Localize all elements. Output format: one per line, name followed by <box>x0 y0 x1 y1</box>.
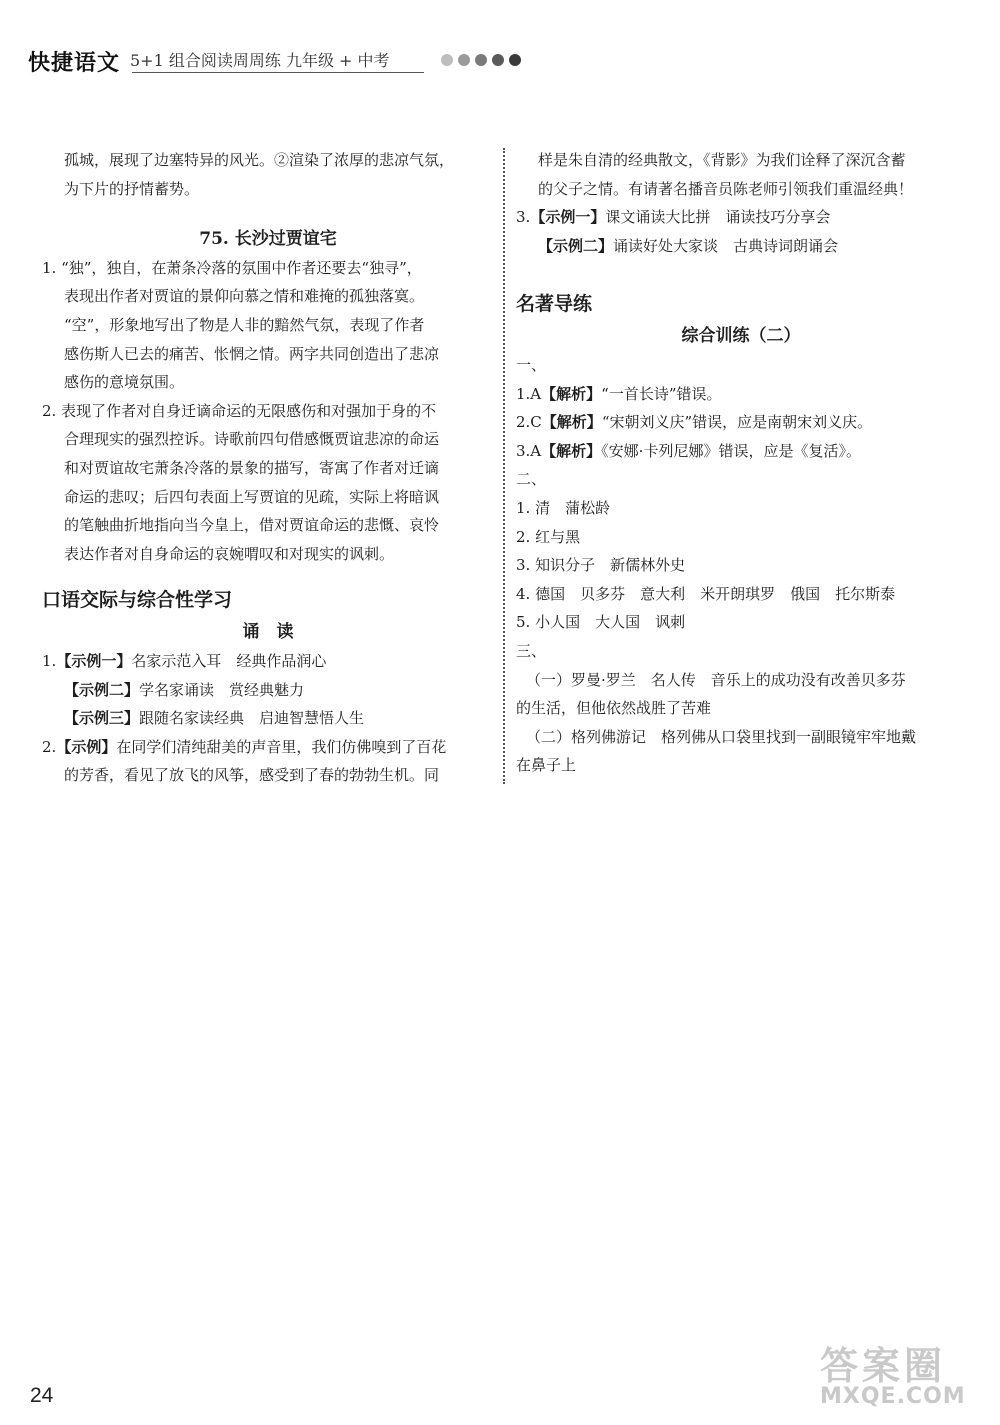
text-line: 孤城，展现了边塞特异的风光。②渲染了浓厚的悲凉气氛， <box>64 151 455 169</box>
decor-dot <box>475 54 487 66</box>
watermark-text: 答案圈 <box>820 1344 947 1388</box>
text-line: 的父子之情。有请著名播音员陈老师引领我们重温经典！ <box>538 179 914 198</box>
part-label: 三、 <box>516 641 547 660</box>
text-line: 感伤斯人已去的痛苦、怅惘之情。两字共同创造出了悲凉 <box>64 344 440 363</box>
decor-dot <box>509 54 521 66</box>
answer-line: 2.C【解析】“宋朝刘义庆”错误，应是南朝宋刘义庆。 <box>516 413 873 432</box>
answer-2 <box>42 397 494 569</box>
example-line: 【示例三】跟随名家读经典 启迪智慧悟人生 <box>64 709 365 728</box>
answer-line: 4. 德国 贝多芬 意大利 米开朗琪罗 俄国 托尔斯泰 <box>516 584 896 603</box>
answer-line: 的生活，但他依然战胜了苦难 <box>516 699 712 718</box>
text-line: 为下片的抒情蓄势。 <box>64 179 200 198</box>
example-line: 1.【示例一】名家示范入耳 经典作品润心 <box>42 651 327 670</box>
text-line: 2. 表现了作者对自身迁谪命运的无限感伤和对强加于身的不 <box>42 401 437 420</box>
answer-line: 1.A【解析】“一首长诗”错误。 <box>516 384 722 403</box>
decor-dot <box>492 54 504 66</box>
answer-line: 5. 小人国 大人国 讽刺 <box>516 613 686 632</box>
section-heading: 名著导练 <box>516 293 593 316</box>
text-line: 1. “独”，独自，在萧条冷落的氛围中作者还要去“独寻”， <box>42 258 422 277</box>
answer-line: 3. 知识分子 新儒林外史 <box>516 556 686 575</box>
part-label: 一、 <box>516 355 547 374</box>
page-number: 24 <box>30 1384 54 1407</box>
text-line: 命运的悲叹；后四句表面上写贾谊的见疏，实际上将暗讽 <box>64 487 440 506</box>
answer-line: 2. 红与黑 <box>516 527 581 546</box>
example-line: 【示例二】学名家诵读 赏经典魅力 <box>64 680 305 699</box>
text-line: 合理现实的强烈控诉。诗歌前四句借感慨贾谊悲凉的命运 <box>64 430 440 449</box>
text-line: 表达作者对自身命运的哀婉喟叹和对现实的讽刺。 <box>64 544 395 563</box>
text-line: 的芳香，看见了放飞的风筝，感受到了春的勃勃生机。同 <box>64 766 440 785</box>
subsection-heading: 综合训练（二） <box>681 326 801 347</box>
brand-title: 快捷语文 <box>28 51 121 76</box>
answer-line: （二）格列佛游记 格列佛从口袋里找到一副眼镜牢牢地戴 <box>526 727 917 746</box>
column-divider <box>503 148 505 784</box>
text-line: 的笔触曲折地指向当今皇上，借对贾谊命运的悲慨、哀怜 <box>64 516 440 535</box>
text-line: 感伤的意境氛围。 <box>64 373 185 392</box>
watermark-url: MXQE.COM <box>820 1384 966 1409</box>
example-line: 【示例二】诵读好处大家谈 古典诗词朗诵会 <box>538 236 839 255</box>
example-line: 2.【示例】在同学们清纯甜美的声音里，我们仿佛嗅到了百花 <box>42 737 447 756</box>
decor-dot <box>441 54 453 66</box>
header-rule <box>132 72 424 73</box>
part-label: 二、 <box>516 470 547 489</box>
answer-line: 在鼻子上 <box>516 756 577 775</box>
answer-line: 1. 清 蒲松龄 <box>516 498 611 517</box>
text-line: 和对贾谊故宅萧条冷落的景象的描写，寄寓了作者对迁谪 <box>64 458 440 477</box>
answer-line: 3.A【解析】《安娜·卡列尼娜》错误，应是《复活》。 <box>516 441 861 460</box>
page-header <box>28 44 498 76</box>
text-line: 表现出作者对贾谊的景仰向慕之情和难掩的孤独落寞。 <box>64 287 425 306</box>
answer-line: （一）罗曼·罗兰 名人传 音乐上的成功没有改善贝多芬 <box>526 670 906 689</box>
poem-title: 75. 长沙过贾谊宅 <box>199 229 337 250</box>
text-line: 样是朱自清的经典散文，《背影》为我们诠释了深沉含蓄 <box>538 151 906 169</box>
decor-dot <box>458 54 470 66</box>
left-column <box>42 146 494 790</box>
text-line: “空”，形象地写出了物是人非的黯然气氛，表现了作者 <box>64 315 425 334</box>
right-column <box>516 146 966 780</box>
book-subtitle: 5+1 组合阅读周周练 九年级 + 中考 <box>130 51 390 70</box>
watermark-logo <box>820 1335 980 1415</box>
example-line: 3.【示例一】课文诵读大比拼 诵读技巧分享会 <box>516 208 831 227</box>
section-heading: 口语交际与综合性学习 <box>42 589 233 612</box>
header-dots <box>441 54 521 66</box>
subsection-heading: 诵 读 <box>242 622 294 643</box>
answer-1 <box>42 254 494 397</box>
